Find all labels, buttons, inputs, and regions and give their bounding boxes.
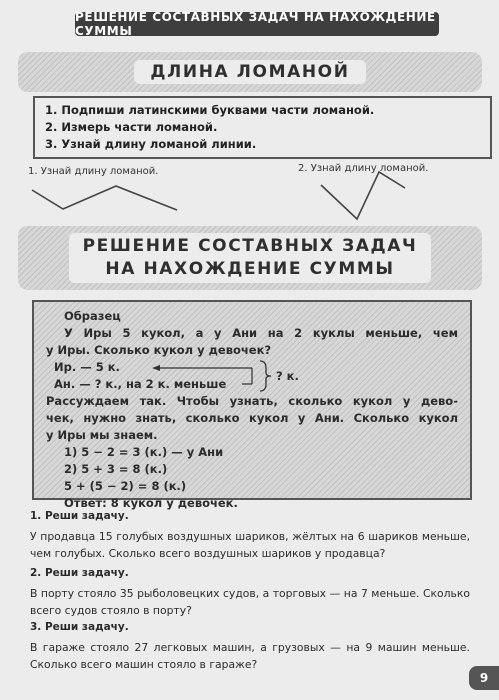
- step-item: 1. Подпиши латинскими буквами части ломаной.: [45, 103, 375, 117]
- polyline-figure-2: [321, 172, 405, 219]
- sample-content: [46, 308, 458, 512]
- sample-reasoning-line: Рассуждаем так. Чтобы узнать, сколько кукол у дево-: [46, 394, 458, 408]
- sample-ira-row: Ир. — 5 к.: [54, 360, 120, 374]
- step-item: 3. Узнай длину ломаной линии.: [45, 137, 257, 151]
- section-title-line: РЕШЕНИЕ СОСТАВНЫХ ЗАДАЧ: [82, 236, 418, 256]
- sample-solution-expression: 5 + (5 − 2) = 8 (к.): [64, 479, 187, 493]
- task-2: [30, 565, 470, 619]
- polyline-figures: [0, 0, 499, 230]
- section-banner-sum: [18, 226, 482, 290]
- sample-anya-row: Ан. — ? к., на 2 к. меньше: [54, 377, 227, 391]
- sample-solution-step: 2) 5 + 3 = 8 (к.): [64, 462, 168, 476]
- task-3: [30, 619, 470, 673]
- sample-arrows: [46, 359, 346, 393]
- sample-heading: Образец: [64, 309, 121, 323]
- sample-brace-label: ? к.: [276, 369, 299, 383]
- polyline-figure-1: [32, 186, 177, 210]
- task-text: В порту стояло 35 рыболовецких судов, а торговых — на 7 меньше. Сколько всего судов стояло в порту?: [30, 587, 470, 617]
- task-heading: 1. Реши задачу.: [30, 510, 129, 522]
- sample-box: [32, 300, 472, 510]
- task-text: У продавца 15 голубых воздушных шариков, жёлтых на 6 шариков меньше, чем голубых. Сколько всего воздушных шариков у продавца?: [30, 530, 470, 560]
- sample-answer: Ответ: 8 кукол у девочек.: [64, 496, 238, 510]
- page-number: 9: [479, 671, 489, 685]
- section-title-line: НА НАХОЖДЕНИЕ СУММЫ: [105, 259, 395, 279]
- sample-problem-line: У Иры 5 кукол, а у Ани на 2 куклы меньше, чем: [64, 326, 458, 340]
- polyline-task-2-label: 2. Узнай длину ломаной.: [298, 163, 429, 174]
- section-title-box: [69, 233, 432, 283]
- task-heading: 3. Реши задачу.: [30, 621, 129, 633]
- sample-problem-line: у Иры. Сколько кукол у девочек?: [46, 343, 272, 357]
- task-heading: 2. Реши задачу.: [30, 567, 129, 579]
- polyline-task-1-label: 1. Узнай длину ломаной.: [28, 166, 159, 177]
- page-header-title: РЕШЕНИЕ СОСТАВНЫХ ЗАДАЧ НА НАХОЖДЕНИЕ СУММЫ: [75, 10, 436, 38]
- section-title: ДЛИНА ЛОМАНОЙ: [150, 62, 350, 82]
- task-text: В гараже стояло 27 легковых машин, а грузовых — на 9 машин меньше. Сколько всего машин стояло в гараже?: [30, 641, 470, 671]
- sample-solution-step: 1) 5 − 2 = 3 (к.) — у Ани: [64, 445, 224, 459]
- sample-reasoning-line: у Иры мы знаем.: [46, 428, 158, 442]
- sample-brief-notation: [46, 359, 458, 393]
- page-number-tab: [469, 666, 499, 690]
- sample-reasoning-line: чек, нужно знать, сколько кукол у Ани. Сколько кукол: [46, 411, 458, 425]
- task-1: [30, 508, 470, 562]
- step-item: 2. Измерь части ломаной.: [45, 120, 218, 134]
